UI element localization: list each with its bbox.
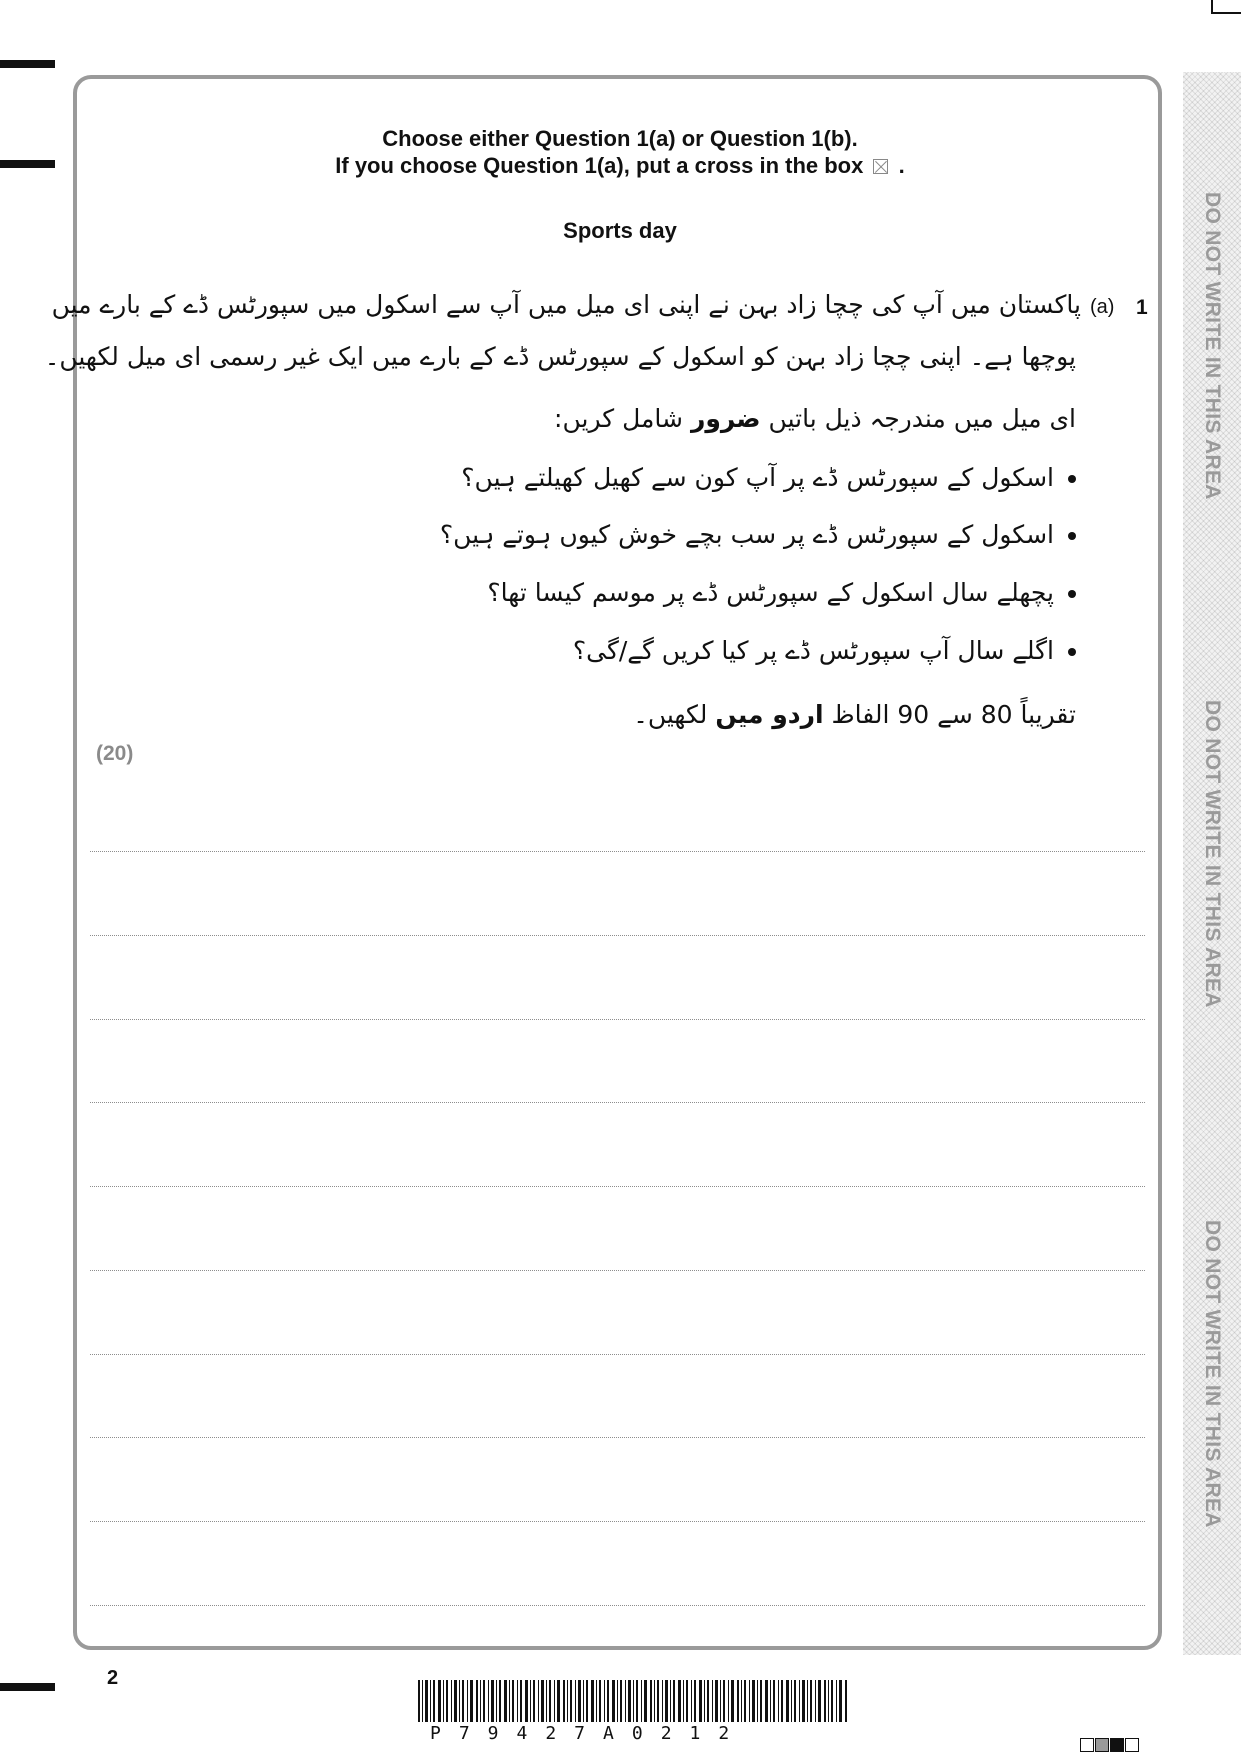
corner-mark (1211, 12, 1241, 14)
bullet-text: اسکول کے سپورٹس ڈے پر سب بچے خوش کیوں ہوتے ہیں؟ (439, 520, 1054, 549)
bullet-icon (1068, 475, 1076, 483)
barcode (418, 1680, 848, 1722)
include-text-pre: ای میل میں مندرجہ ذیل باتیں (768, 404, 1076, 433)
bullet-item (440, 520, 1076, 549)
indicator-box (1110, 1738, 1124, 1752)
answer-line[interactable] (90, 1521, 1145, 1522)
bullet-item (573, 636, 1076, 665)
bullet-text: اسکول کے سپورٹس ڈے پر آپ کون سے کھیل کھیلتے ہیں؟ (461, 463, 1054, 492)
instruction-line-1: Choose either Question 1(a) or Question 1(b). (382, 126, 858, 151)
page-number: 2 (107, 1667, 119, 1689)
question-part: (a) (1090, 296, 1115, 318)
indicator-box (1095, 1738, 1109, 1752)
bullet-text: پچھلے سال اسکول کے سپورٹس ڈے پر موسم کیسا تھا؟ (487, 578, 1054, 607)
question-title: Sports day (563, 218, 677, 243)
answer-line[interactable] (90, 1270, 1145, 1271)
answer-line[interactable] (90, 1019, 1145, 1020)
word-count-post: لکھیں۔ (633, 700, 708, 729)
include-text-post: شامل کریں: (554, 404, 683, 433)
do-not-write-label: DO NOT WRITE IN THIS AREA (1201, 700, 1224, 1008)
cross-box-icon[interactable] (873, 159, 888, 174)
barcode-number: P79427A0212 (430, 1723, 748, 1744)
registration-mark (0, 160, 55, 168)
registration-mark (0, 1683, 55, 1691)
word-count-bold: اردو میں (715, 700, 824, 729)
indicator-box (1080, 1738, 1094, 1752)
marks-label: (20) (96, 742, 134, 765)
question-intro-line-2: پوچھا ہے۔ اپنی چچا زاد بہن کو اسکول کے سپورٹس ڈے کے بارے میں ایک غیر رسمی ای میل لکھیں۔ (44, 342, 1076, 371)
answer-line[interactable] (90, 851, 1145, 852)
answer-line[interactable] (90, 1437, 1145, 1438)
include-text-bold: ضرور (690, 404, 761, 433)
bullet-icon (1068, 648, 1076, 656)
answer-line[interactable] (90, 1102, 1145, 1103)
bullet-item (487, 578, 1076, 607)
bullet-icon (1068, 532, 1076, 540)
answer-line[interactable] (90, 935, 1145, 936)
bullet-item (461, 463, 1076, 492)
question-intro-line-1: پاکستان میں آپ کی چچا زاد بہن نے اپنی ای میل میں آپ سے اسکول میں سپورٹس ڈے کے بارے میں (51, 290, 1081, 319)
answer-line[interactable] (90, 1186, 1145, 1187)
registration-mark (0, 60, 55, 68)
instruction-line-2 (200, 153, 1040, 179)
indicator-box (1125, 1738, 1139, 1752)
do-not-write-label: DO NOT WRITE IN THIS AREA (1201, 192, 1224, 500)
answer-line[interactable] (90, 1605, 1145, 1606)
instruction-line-2-text: If you choose Question 1(a), put a cross in the box (335, 153, 864, 178)
bullet-text: اگلے سال آپ سپورٹس ڈے پر کیا کریں گے/گی؟ (572, 636, 1054, 665)
answer-line[interactable] (90, 1354, 1145, 1355)
page-indicator-boxes (1080, 1738, 1139, 1752)
include-instruction (554, 404, 1076, 433)
word-count-instruction (633, 700, 1076, 729)
do-not-write-label: DO NOT WRITE IN THIS AREA (1201, 1220, 1224, 1528)
instruction-line-2-end: . (898, 153, 905, 178)
question-number: 1 (1136, 296, 1148, 319)
corner-mark (1211, 0, 1213, 14)
word-count-pre: تقریباً 80 سے 90 الفاظ (831, 700, 1076, 729)
bullet-icon (1068, 590, 1076, 598)
